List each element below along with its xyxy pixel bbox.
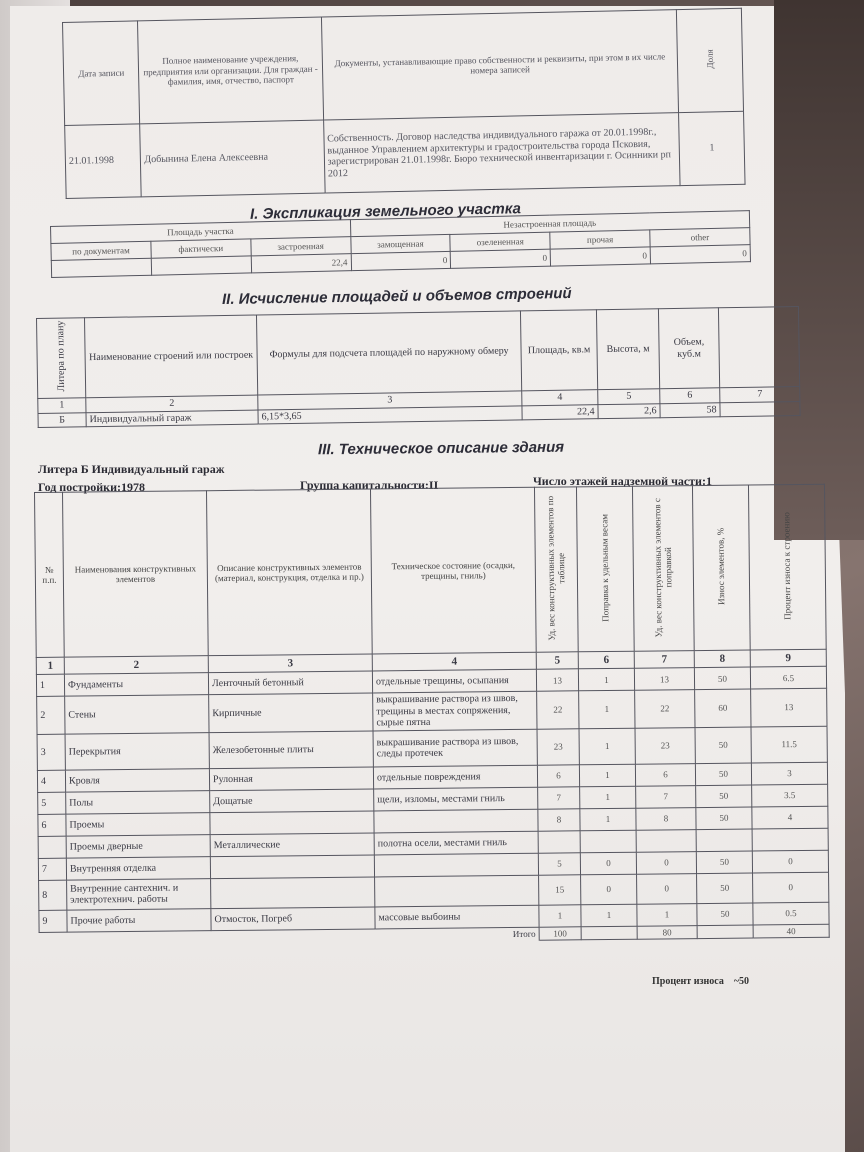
total-c8 xyxy=(697,925,753,939)
owners-table xyxy=(62,8,746,199)
description-cell-c5: 1 xyxy=(539,905,581,927)
owner-share: 1 xyxy=(679,111,745,185)
land-header-other2: other xyxy=(650,228,750,247)
description-cell-c9: 0.5 xyxy=(753,902,829,925)
description-cell-name: Стены xyxy=(65,695,209,734)
description-cell-c6: 1 xyxy=(580,808,636,831)
description-cell-desc xyxy=(210,855,374,879)
areas-num-6: 6 xyxy=(660,388,720,403)
land-val-paved: 0 xyxy=(351,251,451,270)
year-label: Год постройки:1978 xyxy=(38,480,145,494)
description-cell-c7: 13 xyxy=(634,668,694,691)
land-header-built: застроенная xyxy=(251,237,351,256)
areas-header-formula: Формулы для подсчета площадей по наружному обмеру xyxy=(256,311,521,395)
description-cell-state: массовые выбоины xyxy=(375,905,539,929)
description-cell-c6: 1 xyxy=(580,786,636,809)
land-header-green: озелененная xyxy=(450,232,550,251)
description-cell-n: 8 xyxy=(39,880,67,910)
description-cell-c5: 13 xyxy=(536,669,578,691)
description-cell-n: 1 xyxy=(36,675,64,697)
land-val-other2: 0 xyxy=(650,245,750,264)
description-cell-name: Проемы xyxy=(66,813,210,837)
wear-label: Процент износа xyxy=(652,976,724,987)
description-cell-c8 xyxy=(696,829,752,852)
areas-row-area: 22,4 xyxy=(522,404,598,420)
description-cell-c7: 7 xyxy=(636,785,696,808)
description-cell-c9: 4 xyxy=(752,806,828,829)
desc-num-2: 2 xyxy=(64,656,208,675)
description-cell-c8: 50 xyxy=(697,873,753,904)
description-cell-c5: 15 xyxy=(539,875,581,905)
owners-header-share: Доля xyxy=(677,8,744,112)
description-cell-c8: 50 xyxy=(696,851,752,874)
land-header-fact: фактически xyxy=(151,239,251,258)
land-group-unbuilt: Незастроенная площадь xyxy=(350,211,750,237)
areas-header-litera: Литера по плану xyxy=(37,318,86,399)
description-cell-c6: 0 xyxy=(580,852,636,875)
description-cell-desc: Металлические xyxy=(210,833,374,857)
description-table xyxy=(34,484,830,946)
description-cell-c6 xyxy=(580,830,636,853)
description-cell-desc: Дощатые xyxy=(210,789,374,813)
description-cell-desc: Отмосток, Погреб xyxy=(211,907,375,931)
land-val-doc xyxy=(51,258,151,277)
total-c9: 40 xyxy=(753,924,829,938)
areas-header-volume: Объем, куб.м xyxy=(658,308,719,389)
total-c5: 100 xyxy=(539,927,581,941)
description-cell-c6: 1 xyxy=(579,764,635,787)
description-cell-state: отдельные повреждения xyxy=(373,765,537,789)
wear-percent xyxy=(652,976,749,987)
description-cell-n: 2 xyxy=(37,697,65,735)
land-header-paved: замощенная xyxy=(350,234,450,253)
desc-num-3: 3 xyxy=(208,654,372,673)
areas-row-litera: Б xyxy=(38,412,86,427)
description-cell-c9: 0 xyxy=(752,850,828,873)
description-cell-c8: 50 xyxy=(695,763,751,786)
owners-header-document: Документы, устанавливающие право собственности и реквизиты, при этом в их числе номера записей xyxy=(321,10,679,120)
areas-num-3: 3 xyxy=(258,391,522,410)
owner-date: 21.01.1998 xyxy=(65,124,142,199)
description-cell-c6: 0 xyxy=(581,874,637,905)
description-cell-c9: 0 xyxy=(753,872,829,903)
capital-group-label: Группа капитальности:II xyxy=(300,478,439,492)
description-cell-n xyxy=(38,836,66,858)
description-cell-n: 6 xyxy=(38,814,66,836)
wear-value: ~50 xyxy=(733,976,750,987)
desc-num-8: 8 xyxy=(694,650,750,668)
description-cell-n: 4 xyxy=(37,770,65,792)
description-cell-c7: 1 xyxy=(637,903,697,926)
areas-row-name: Индивидуальный гараж xyxy=(86,410,258,427)
description-cell-c9 xyxy=(752,828,828,851)
section2-title: II. Исчисление площадей и объемов строений xyxy=(221,284,572,309)
description-cell-state xyxy=(374,853,538,877)
description-cell-state xyxy=(375,875,539,907)
description-cell-c8: 50 xyxy=(697,903,753,926)
section3-title: III. Техническое описание здания xyxy=(317,438,565,459)
desc-header-c9: Процент износа к строению xyxy=(748,484,826,650)
description-cell-name: Прочие работы xyxy=(67,909,211,933)
desc-header-desc: Описание конструктивных элементов (материал, конструкция, отделка и пр.) xyxy=(206,489,372,656)
description-cell-c9: 3 xyxy=(751,762,827,785)
areas-row-extra xyxy=(720,401,800,417)
owners-header-date: Дата записи xyxy=(63,21,141,126)
description-cell-n: 9 xyxy=(39,910,67,932)
description-cell-c5 xyxy=(538,831,580,853)
description-cell-n: 5 xyxy=(38,792,66,814)
description-cell-c9: 6.5 xyxy=(750,667,826,690)
description-cell-c9: 11.5 xyxy=(751,726,827,763)
land-header-other: прочая xyxy=(550,230,650,249)
description-cell-c6: 1 xyxy=(579,691,635,729)
areas-num-1: 1 xyxy=(38,398,86,413)
description-cell-state: полотна осели, местами гниль xyxy=(374,831,538,855)
total-label: Итого xyxy=(39,927,539,946)
areas-num-2: 2 xyxy=(86,395,258,412)
description-cell-state: отдельные трещины, осыпания xyxy=(372,670,536,694)
description-cell-c9: 3.5 xyxy=(752,784,828,807)
description-cell-desc: Ленточный бетонный xyxy=(208,671,372,695)
litera-label: Литера Б Индивидуальный гараж xyxy=(38,462,225,476)
areas-row-formula: 6,15*3,65 xyxy=(258,405,522,424)
description-cell-state xyxy=(374,809,538,833)
description-cell-c6: 1 xyxy=(579,728,635,765)
description-cell-c9: 13 xyxy=(751,689,827,727)
description-cell-c5: 23 xyxy=(537,729,579,765)
land-val-fact xyxy=(151,256,251,275)
description-cell-c6: 1 xyxy=(578,669,634,692)
areas-row-height: 2,6 xyxy=(598,403,660,418)
description-cell-c7 xyxy=(636,829,696,852)
description-rows xyxy=(36,667,829,933)
description-cell-desc: Кирпичные xyxy=(209,693,373,732)
description-cell-c8: 50 xyxy=(696,807,752,830)
description-cell-c5: 8 xyxy=(538,809,580,831)
land-table xyxy=(50,210,751,278)
areas-row-volume: 58 xyxy=(660,402,720,417)
description-cell-c6: 1 xyxy=(581,904,637,927)
desc-num-6: 6 xyxy=(578,652,634,670)
description-cell-state: щели, изломы, местами гниль xyxy=(374,787,538,811)
land-group-area: Площадь участка xyxy=(51,220,351,244)
areas-num-4: 4 xyxy=(522,390,598,406)
description-cell-c7: 23 xyxy=(635,727,695,764)
description-cell-n: 7 xyxy=(38,858,66,880)
land-val-built: 22,4 xyxy=(251,254,351,273)
areas-header-name: Наименование строений или построек xyxy=(85,315,258,398)
owner-name: Добынина Елена Алексеевна xyxy=(140,120,325,197)
floors-label: Число этажей надземной части:1 xyxy=(533,474,712,488)
land-val-other: 0 xyxy=(550,247,650,266)
description-cell-c7: 6 xyxy=(635,763,695,786)
areas-table xyxy=(36,306,801,428)
description-cell-c5: 7 xyxy=(538,787,580,809)
description-cell-desc xyxy=(210,811,374,835)
total-c6 xyxy=(581,926,637,940)
description-cell-c8: 60 xyxy=(695,689,751,727)
description-cell-state: выкрашивание раствора из швов, трещины в местах сопряжения, сырые пятна xyxy=(373,692,537,731)
description-cell-desc xyxy=(211,877,375,909)
areas-num-5: 5 xyxy=(598,389,660,404)
desc-num-1: 1 xyxy=(36,658,64,675)
desc-header-n: № п.п. xyxy=(35,492,65,658)
description-cell-name: Проемы дверные xyxy=(66,835,210,859)
description-cell-name: Фундаменты xyxy=(64,673,208,697)
description-cell-c7: 8 xyxy=(636,807,696,830)
areas-header-height: Высота, м xyxy=(596,309,659,390)
description-cell-name: Перекрытия xyxy=(65,733,209,771)
areas-header-area: Площадь, кв.м xyxy=(520,310,597,391)
areas-num-7: 7 xyxy=(720,387,800,403)
owners-header-owner: Полное наименование учреждения, предприятия или организации. Для граждан - фамилия, имя, отчество, паспорт xyxy=(138,17,323,124)
description-cell-c5: 6 xyxy=(537,765,579,787)
description-cell-name: Внутренние сантехнич. и электротехнич. работы xyxy=(67,879,211,911)
desc-header-c6: Поправка к удельным весам xyxy=(576,486,634,652)
description-cell-c8: 50 xyxy=(695,727,751,764)
description-cell-c7: 0 xyxy=(636,851,696,874)
description-cell-c5: 5 xyxy=(538,853,580,875)
description-cell-name: Полы xyxy=(66,791,210,815)
desc-num-4: 4 xyxy=(372,653,536,672)
owner-document: Собственность. Договор наследства индивидуального гаража от 20.01.1998г., выданное Управлением архитектуры и градостроительства города Псковия, зарегистрирован 21.01.1998г. Бюро технической инвентаризации г. Осинники рп 2012 xyxy=(323,113,680,193)
total-c7: 80 xyxy=(637,925,697,939)
description-cell-desc: Железобетонные плиты xyxy=(209,731,373,769)
desc-header-name: Наименования конструктивных элементов xyxy=(63,491,209,658)
desc-header-c8: Износ элементов, % xyxy=(692,485,750,651)
description-cell-desc: Рулонная xyxy=(209,767,373,791)
land-val-green: 0 xyxy=(451,249,551,268)
desc-header-c7: Уд. вес конструктивных элементов с поправкой xyxy=(632,486,694,652)
description-cell-n: 3 xyxy=(37,734,65,770)
description-cell-name: Кровля xyxy=(65,769,209,793)
desc-num-5: 5 xyxy=(536,652,578,669)
section1-title: I. Экспликация земельного участка xyxy=(249,200,522,223)
desc-header-state: Техническое состояние (осадки, трещины, гниль) xyxy=(370,487,536,654)
desc-header-c5: Уд. вес конструктивных элементов по таблице xyxy=(534,487,578,653)
description-cell-c8: 50 xyxy=(694,667,750,690)
description-cell-c7: 0 xyxy=(637,873,697,904)
areas-header-extra xyxy=(718,307,799,388)
desc-num-9: 9 xyxy=(750,650,826,668)
desc-num-7: 7 xyxy=(634,651,694,669)
land-header-doc: по документам xyxy=(51,241,151,260)
description-cell-c8: 50 xyxy=(696,785,752,808)
description-cell-c7: 22 xyxy=(635,690,695,728)
description-cell-name: Внутренняя отделка xyxy=(66,857,210,881)
description-cell-c5: 22 xyxy=(537,691,579,729)
description-cell-state: выкрашивание раствора из швов, следы протечек xyxy=(373,729,537,767)
